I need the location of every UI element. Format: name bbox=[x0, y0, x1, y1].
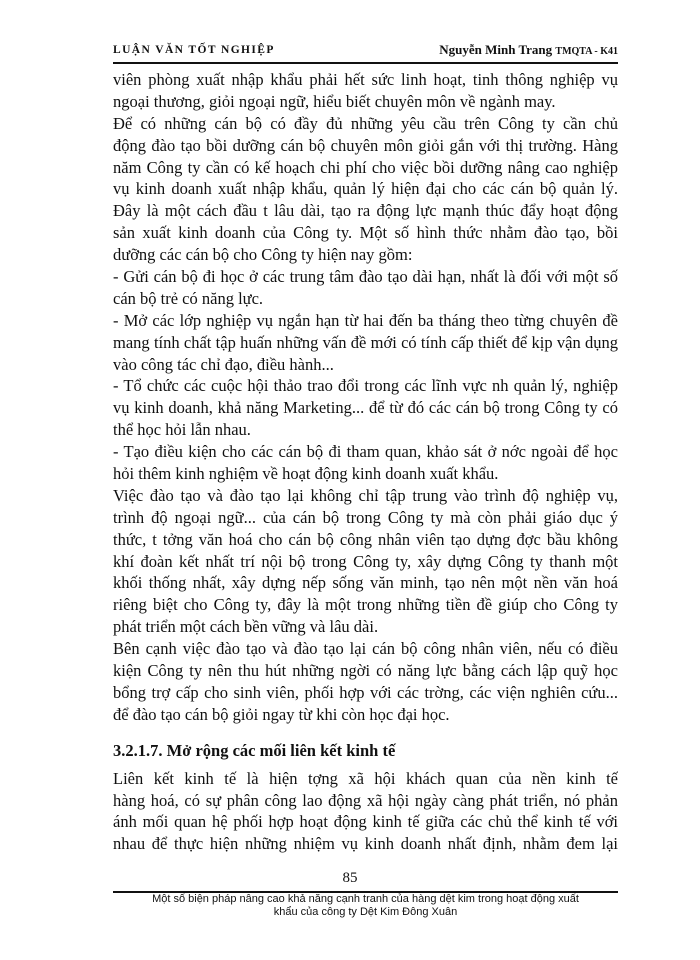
text-line: khối thống nhất, xây dựng nếp sống văn minh, tạo nên một nền văn hoá bbox=[113, 573, 618, 593]
text-line: vào công tác chỉ đạo, điều hành... bbox=[113, 354, 334, 374]
page-number: 85 bbox=[342, 870, 358, 886]
text-line: riêng biệt cho Công ty, đây là một trong những tiền đề giúp cho Công ty bbox=[113, 595, 618, 615]
text-line: năm Công ty cần có kế hoạch chi phí cho việc bồi dưỡng nâng cao nghiệp bbox=[113, 157, 618, 177]
text-line: - Tổ chức các cuộc hội thảo trao đổi trong các lĩnh vực nh quản lý, nghiệp bbox=[113, 376, 618, 396]
text-line: nhau để thực hiện những nhiệm vụ kinh doanh nhất định, nhằm đem lại bbox=[113, 834, 618, 854]
text-line: ánh mối quan hệ phối hợp hoạt động kinh tế giữa các chủ thể kinh tế với bbox=[113, 812, 618, 832]
text-line: động đào tạo bồi dưỡng cán bộ chuyên môn giỏi gắn với thị trường. Hàng bbox=[113, 135, 618, 155]
text-line: hàng hoá, có sự phân công lao động xã hội ngày càng phát triển, nó phản bbox=[113, 790, 618, 810]
text-line: trình độ ngoại ngữ... của cán bộ trong Công ty mà còn phải giáo dục ý bbox=[113, 507, 618, 527]
text-line: Bên cạnh việc đào tạo và đào tạo lại cán bộ công nhân viên, nếu có điều bbox=[113, 639, 618, 659]
thesis-label: LUẬN VĂN TỐT NGHIỆP bbox=[113, 44, 275, 56]
text-line: để đào tạo cán bộ giỏi ngay từ khi còn học đại học. bbox=[113, 704, 450, 724]
text-line: khí đoàn kết nhất trí nội bộ trong Công ty, xây dựng Công ty thanh một bbox=[113, 551, 618, 571]
text-line: - Tạo điều kiện cho các cán bộ đi tham quan, khảo sát ở nớc ngoài để học bbox=[113, 442, 618, 462]
text-line: Liên kết kinh tế là hiện tợng xã hội khách quan của nền kinh tế bbox=[113, 768, 618, 788]
author-class: TMQTA - K41 bbox=[555, 46, 618, 57]
text-line: hỏi thêm kinh nghiệm về hoạt động kinh doanh xuất khẩu. bbox=[113, 464, 499, 484]
text-line: - Mở các lớp nghiệp vụ ngắn hạn từ hai đến ba tháng theo từng chuyên đề bbox=[113, 310, 618, 330]
text-line: vụ kinh doanh, khả năng Marketing... để từ đó các cán bộ trong Công ty có bbox=[113, 398, 618, 418]
text-line: viên phòng xuất nhập khẩu phải hết sức linh hoạt, tinh thông nghiệp vụ bbox=[113, 70, 618, 89]
text-line: Đây là một cách đầu t lâu dài, tạo ra động lực mạnh thúc đẩy hoạt động bbox=[113, 201, 618, 221]
text-line: dưỡng các cán bộ cho Công ty hiện nay gồm: bbox=[113, 245, 413, 265]
text-line: vụ kinh doanh xuất nhập khẩu, quản lý hiện đại cho các cán bộ quản lý. bbox=[113, 179, 618, 199]
text-line: sản xuất kinh doanh của Công ty. Một số hình thức nhằm đào tạo, bồi bbox=[113, 223, 618, 243]
text-line: Việc đào tạo và đào tạo lại không chỉ tập trung vào trình độ nghiệp vụ, bbox=[113, 485, 618, 505]
text-line: ngoại thương, giỏi ngoại ngữ, hiểu biết chuyên môn về ngành may. bbox=[113, 91, 556, 111]
footer-line: Một số biện pháp nâng cao khả năng cạnh tranh của hàng dệt kim trong hoạt động xuất bbox=[152, 893, 579, 905]
footer-line: khẩu của công ty Dệt Kim Đông Xuân bbox=[273, 905, 458, 918]
text-line: thể học hỏi lẫn nhau. bbox=[113, 420, 251, 440]
section-heading: 3.2.1.7. Mở rộng các mối liên kết kinh tế bbox=[113, 740, 396, 760]
text-line: cán bộ trẻ có năng lực. bbox=[113, 288, 264, 308]
text-line: Để có những cán bộ có đầy đủ những yêu cầu trên Công ty cần chủ bbox=[113, 113, 618, 133]
text-line: phát triển một cách bền vững và lâu dài. bbox=[113, 617, 379, 637]
text-line: thức, t tởng văn hoá cho cán bộ công nhân viên tạo dựng đợc bầu không bbox=[113, 529, 618, 549]
header-rule bbox=[113, 62, 618, 64]
author-name: Nguyễn Minh Trang bbox=[439, 42, 553, 57]
text-line: - Gửi cán bộ đi học ở các trung tâm đào tạo dài hạn, nhất là đối với một số bbox=[113, 267, 618, 287]
page-footer bbox=[113, 893, 618, 918]
page-header bbox=[113, 40, 618, 64]
text-line: kiện Công ty nên thu hút những ngời có năng lực bằng cách lập quỹ học bbox=[113, 661, 618, 681]
author-info bbox=[439, 42, 618, 58]
text-line: bổng trợ cấp cho sinh viên, phối hợp với các trờng, các viện nghiên cứu... bbox=[113, 682, 618, 702]
text-line: mang tính chất tập huấn những vấn đề mới có tính cấp thiết để kịp vận dụng bbox=[113, 332, 618, 352]
body-text bbox=[113, 69, 618, 855]
